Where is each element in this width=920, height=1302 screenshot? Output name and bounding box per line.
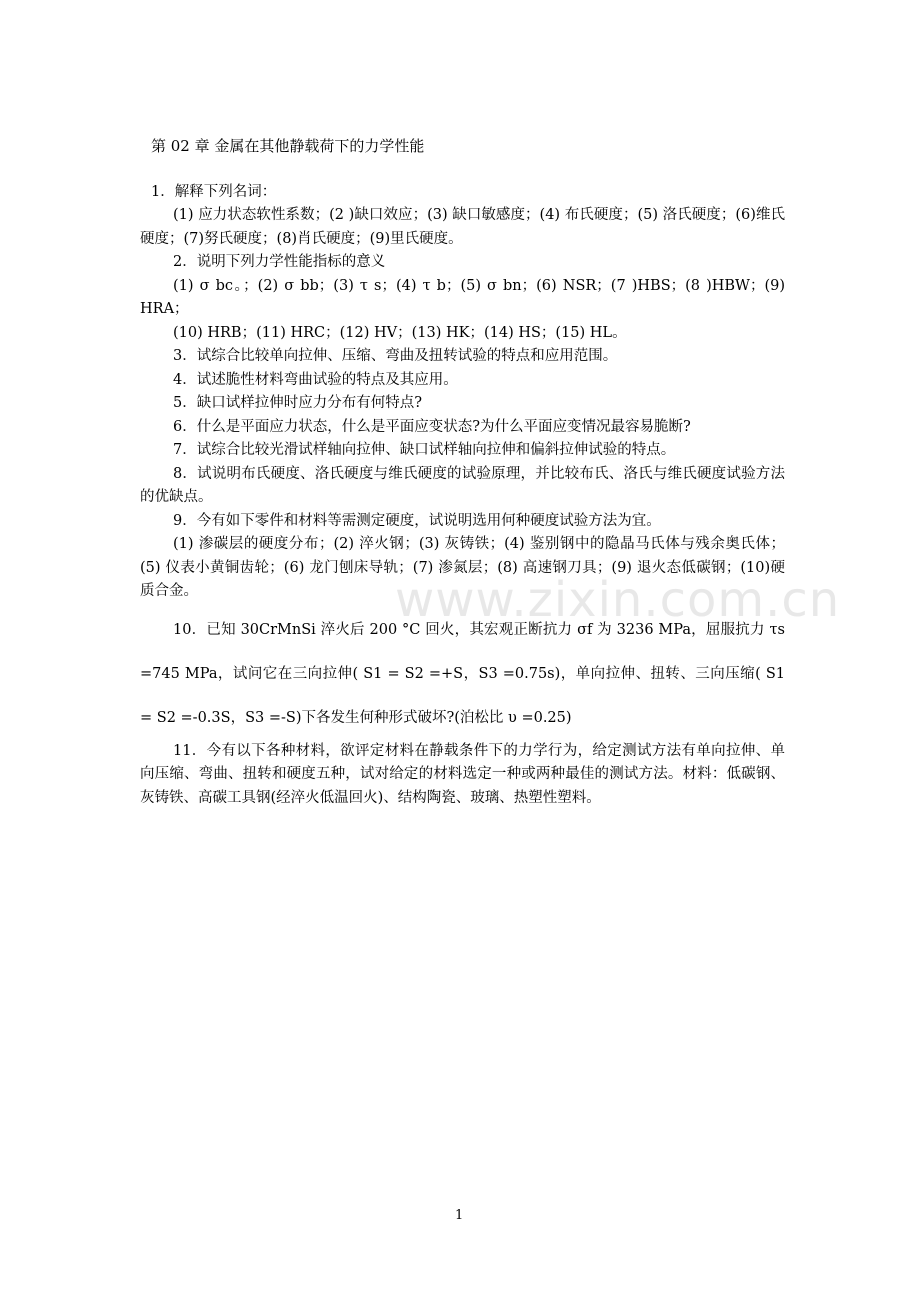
question-1-items: (1) 应力状态软性系数；(2 )缺口效应；(3) 缺口敏感度；(4) 布氏硬度；(5) 洛氏硬度；(6)维氏硬度；(7)努氏硬度；(8)肖氏硬度；(9)里氏硬度。 [140, 207, 785, 247]
question-6: 6．什么是平面应力状态，什么是平面应变状态?为什么平面应变情况最容易脆断? [173, 418, 691, 435]
question-2: 2．说明下列力学性能指标的意义 [173, 254, 386, 270]
question-11: 11．今有以下各种材料，欲评定材料在静载条件下的力学行为，给定测试方法有单向拉伸、单向压缩、弯曲、扭转和硬度五种，试对给定的材料选定一种或两种最佳的测试方法。材料：低碳钢、灰铸铁、高碳工具钢(经淬火低温回火)、结构陶瓷、玻璃、热塑性塑料。 [140, 742, 785, 806]
question-8: 8．试说明布氏硬度、洛氏硬度与维氏硬度的试验原理，并比较布氏、洛氏与维氏硬度试验方法的优缺点。 [140, 465, 785, 505]
question-4: 4．试述脆性材料弯曲试验的特点及其应用。 [173, 371, 458, 388]
question-2-items-a: (1) σ bc。；(2) σ bb；(3) τ s；(4) τ b；(5) σ bn；(6) NSR；(7 )HBS；(8 )HBW；(9) HRA； [140, 277, 785, 317]
question-9-items: (1) 渗碳层的硬度分布；(2) 淬火钢；(3) 灰铸铁；(4) 鉴别钢中的隐晶马氏体与残余奥氏体；(5) 仪表小黄铜齿轮；(6) 龙门刨床导轨；(7) 渗氮层；(8) 高速钢刀具；(9) 退火态低碳钢；(10)硬质合金。 [140, 536, 785, 599]
question-10: 10．已知 30CrMnSi 淬火后 200 °C 回火，其宏观正断抗力 σf 为 3236 MPa，屈服抗力 τs =745 MPa，试问它在三向拉伸( S1 = S2 =+S，S3 =0.75s)，单向拉伸、扭转、三向压缩( S1 = S2 =-0.3S，S3 =-S)下各发生何种形式破坏?(泊松比 υ =0.25) [140, 621, 785, 726]
question-1: 1．解释下列名词： [151, 183, 277, 200]
document-body [140, 135, 785, 810]
chapter-title: 第 02 章 金属在其他静载荷下的力学性能 [151, 137, 425, 155]
question-7: 7．试综合比较光滑试样轴向拉伸、缺口试样轴向拉伸和偏斜拉伸试验的特点。 [173, 442, 676, 458]
question-2-items-b: (10) HRB；(11) HRC；(12) HV；(13) HK；(14) HS；(15) HL。 [173, 324, 627, 341]
question-3: 3．试综合比较单向拉伸、压缩、弯曲及扭转试验的特点和应用范围。 [173, 348, 618, 364]
watermark: www.zixin.com.cn [395, 572, 841, 628]
question-5: 5．缺口试样拉伸时应力分布有何特点? [173, 395, 422, 411]
question-9: 9．今有如下零件和材料等需测定硬度，试说明选用何种硬度试验方法为宜。 [173, 512, 661, 529]
page-number: 1 [455, 1208, 464, 1223]
